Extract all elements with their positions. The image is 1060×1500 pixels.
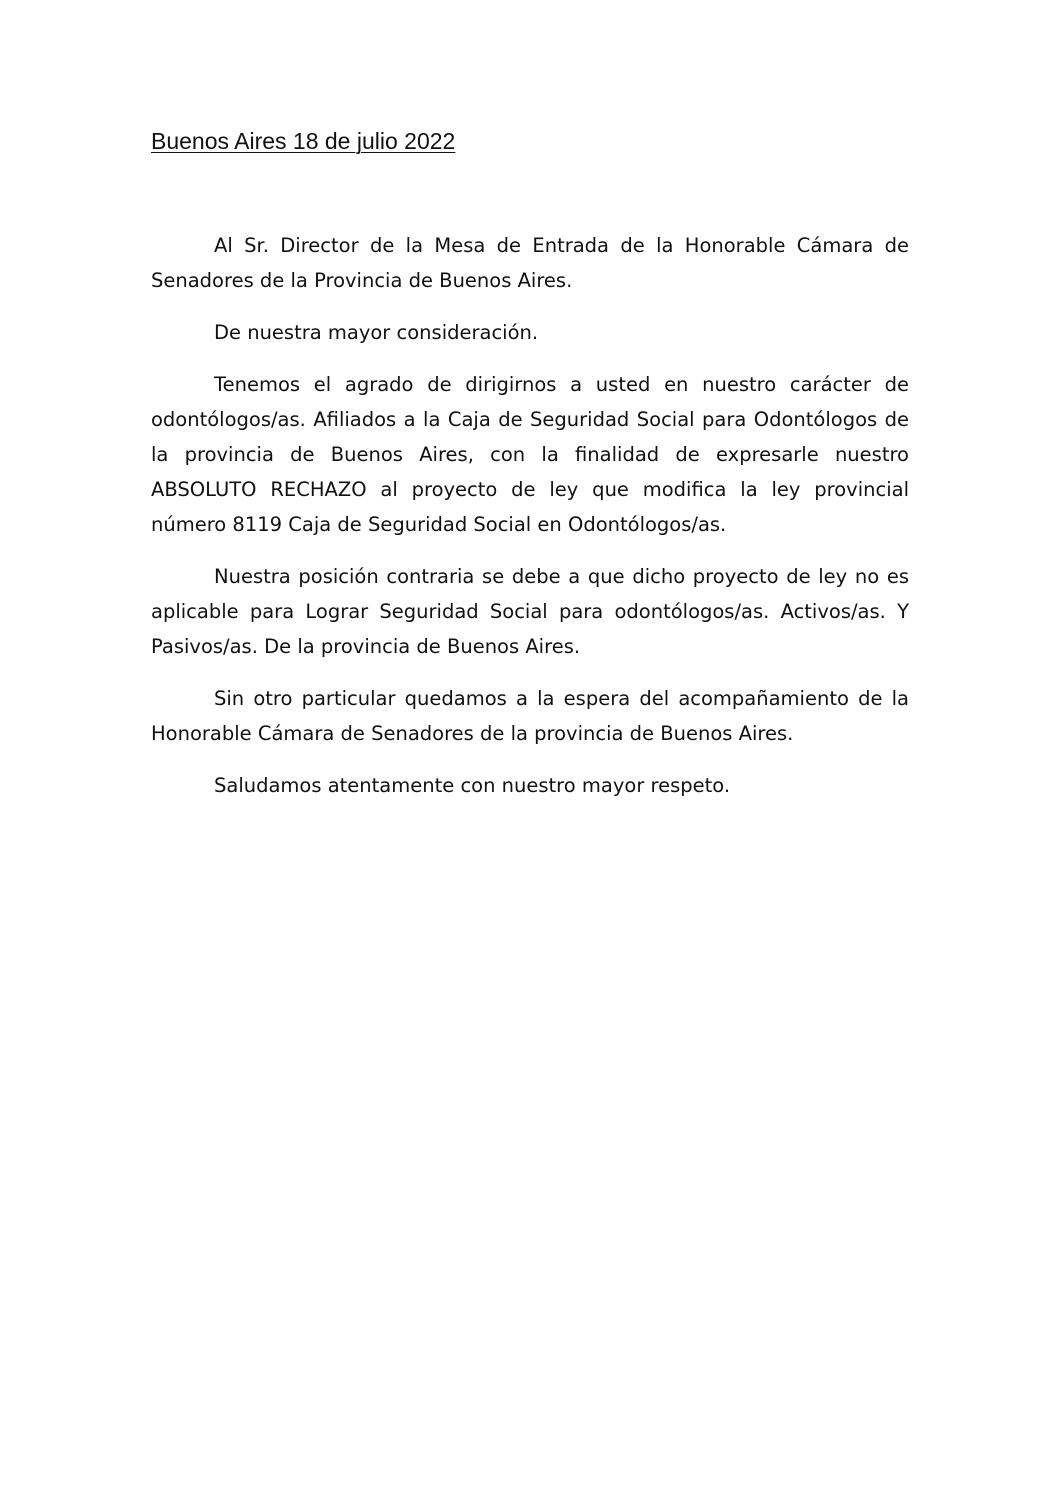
letter-body [151,228,909,803]
paragraph-greeting: De nuestra mayor consideración. [214,321,539,344]
paragraph-position: Nuestra posición contraria se debe a que dicho proyecto de ley no es aplicable para Lograr Seguridad Social para odontólogos/as. Activos/as. Y Pasivos/as. De la provincia de Buenos Aires. [151,565,909,658]
paragraph-rejection: Tenemos el agrado de dirigirnos a usted en nuestro carácter de odontólogos/as. Afiliados a la Caja de Seguridad Social para Odontólogos de la provincia de Buenos Aires, con la finalidad de expresarle nuestro ABSOLUTO RECHAZO al proyecto de ley que modifica la ley provincial número 8119 Caja de Seguridad Social en Odontólogos/as. [151,373,909,536]
paragraph-addressee: Al Sr. Director de la Mesa de Entrada de la Honorable Cámara de Senadores de la Provincia de Buenos Aires. [151,234,909,292]
paragraph-closing: Saludamos atentamente con nuestro mayor respeto. [214,774,731,797]
date-line: Buenos Aires 18 de julio 2022 [151,128,456,154]
paragraph-request: Sin otro particular quedamos a la espera del acompañamiento de la Honorable Cámara de Senadores de la provincia de Buenos Aires. [151,687,909,745]
